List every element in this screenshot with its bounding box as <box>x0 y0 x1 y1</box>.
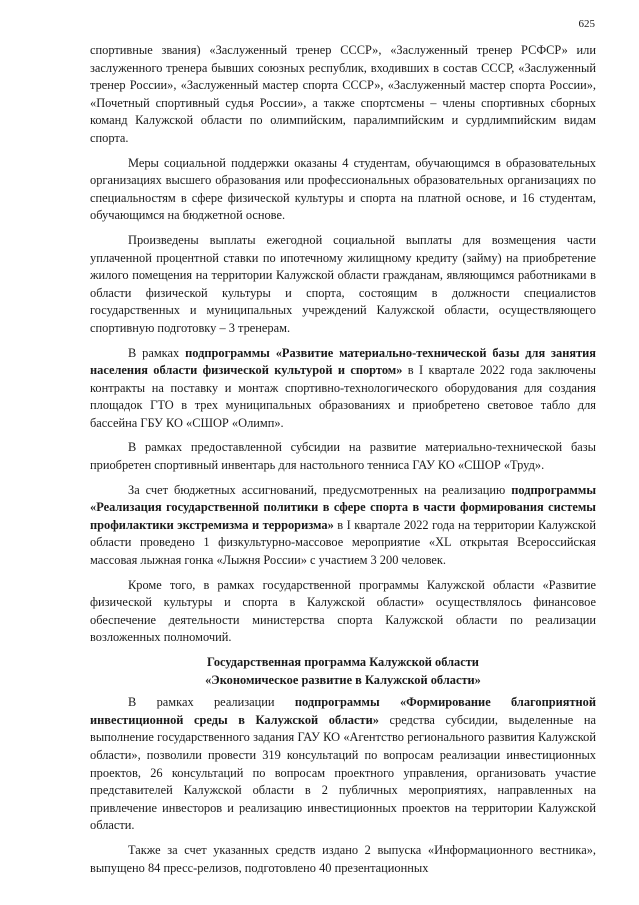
paragraph <box>90 439 596 474</box>
paragraph <box>90 694 596 835</box>
text-run: спортивные звания) «Заслуженный тренер СССР», «Заслуженный тренер РСФСР» или заслуженного тренера бывших союзных республик, входивших в состав СССР, «Заслуженный тренер России», «Заслуженный мастер спорта СССР», «Заслуженный мастер спорта России», «Почетный спортивный судья России», а также спортсмены – члены спортивных сборных команд Калужской области по олимпийским, паралимпийским и сурдлимпийским видам спорта. <box>90 43 596 145</box>
paragraph <box>90 232 596 338</box>
text-run: Произведены выплаты ежегодной социальной выплаты для возмещения части уплаченной процентной ставки по ипотечному жилищному кредиту (займу) на приобретение жилого помещения на территории Калужской области гражданам, являющимся работниками в области физической культуры и спорта, состоящим в должности специалистов государственных и муниципальных учреждений Калужской области, осуществляющего спортивную подготовку – 3 тренерам. <box>90 232 596 335</box>
paragraph <box>90 482 596 570</box>
text-run: В рамках реализации <box>128 695 295 710</box>
section-heading-line: «Экономическое развитие в Калужской области» <box>205 672 481 687</box>
section-heading-line: Государственная программа Калужской области <box>207 655 479 669</box>
text-run: Меры социальной поддержки оказаны 4 студентам, обучающимся в образовательных организациях высшего образования или профессиональных образовательных организациях по специальностям в сфере физической культуры и спорта на платной основе, и 16 студентам, обучающимся на бюджетной основе. <box>90 155 596 223</box>
text-run: Кроме того, в рамках государственной программы Калужской области «Развитие физической культуры и спорта в Калужской области» осуществлялось финансовое обеспечение деятельности министерства спорта Калужской области по реализации возложенных полномочий. <box>90 577 596 645</box>
text-run: Также за счет указанных средств издано 2 выпуска «Информационного вестника», выпущено 84 пресс-релизов, подготовлено 40 презентационных <box>90 842 596 875</box>
document-body <box>90 42 596 884</box>
page-number: 625 <box>578 18 595 30</box>
text-run: средства субсидии, выделенные на выполнение государственного задания ГАУ КО «Агентство регионального развития Калужской области», позволили провести 319 консультаций по вопросам реализации инвестиционных проектов, 26 консультаций по вопросам проектного управления, организовать участие представителей Калужской области в 2 публичных мероприятиях, направленных на привлечение инвесторов и реализацию инвестиционных проектов на территории Калужской области. <box>90 712 596 833</box>
bold-text-run: подпрограммы «Развитие материально-технической базы для занятия населения области физической культурой и спортом» <box>90 345 596 378</box>
bold-text-run: подпрограммы «Формирование благоприятной инвестиционной среды в Калужской области» <box>90 695 597 727</box>
text-run: в I квартале 2022 года на территории Калужской области проведено 1 физкультурно-массовое мероприятие «XL открытая Всероссийская массовая лыжная гонка «Лыжня России» с участием 3 200 человек. <box>90 517 596 568</box>
text-run: в I квартале 2022 года заключены контракты на поставку и монтаж спортивно-технологического оборудования для создания площадок ГТО в трех муниципальных образованиях и приобретено световое табло для бассейна ГБУ КО «СШОР «Олимп». <box>90 363 596 430</box>
paragraph <box>90 345 596 433</box>
section-heading <box>90 654 596 689</box>
text-run: В рамках предоставленной субсидии на развитие материально-технической базы приобретен спортивный инвентарь для настольного тенниса ГАУ КО «СШОР «Труд». <box>90 440 596 473</box>
paragraph <box>90 577 596 647</box>
paragraph <box>90 42 596 148</box>
paragraph <box>90 155 596 225</box>
text-run: За счет бюджетных ассигнований, предусмотренных на реализацию <box>128 482 512 497</box>
paragraph <box>90 842 596 877</box>
text-run: В рамках <box>128 345 186 360</box>
bold-text-run: подпрограммы «Реализация государственной политики в сфере спорта в части формирования системы профилактики экстремизма и терроризма» <box>90 482 596 532</box>
